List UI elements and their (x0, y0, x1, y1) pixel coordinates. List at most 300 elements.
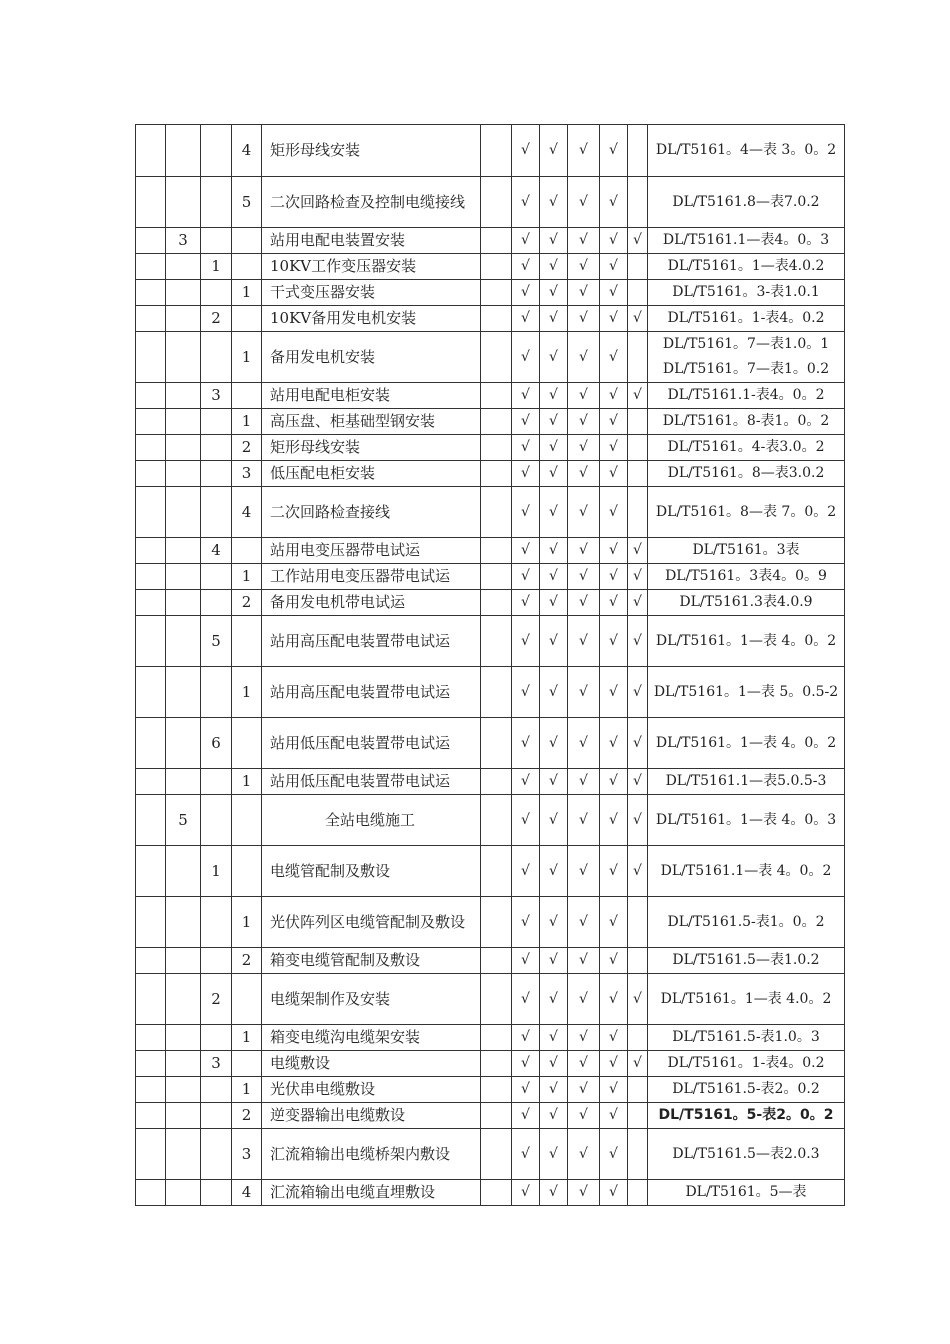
check-mark-cell: √ (600, 1103, 628, 1129)
level3-number: 1 (201, 846, 232, 897)
table-row (136, 280, 845, 306)
project-name-cell: 10KV备用发电机安装 (262, 306, 481, 332)
level1-number (136, 254, 166, 280)
check-mark-cell: √ (540, 1129, 568, 1180)
check-mark-cell: √ (628, 564, 648, 590)
table-body (136, 125, 845, 1206)
check-mark-cell (628, 1129, 648, 1180)
check-mark-cell: √ (568, 461, 600, 487)
project-name-cell: 站用电变压器带电试运 (262, 538, 481, 564)
check-mark-cell: √ (512, 897, 540, 948)
level3-number (201, 435, 232, 461)
standard-reference-cell: DL/T5161.3表4.0.9 (648, 590, 845, 616)
level2-number (166, 383, 201, 409)
level3-number: 2 (201, 306, 232, 332)
check-mark-cell: √ (628, 538, 648, 564)
check-mark-cell: √ (540, 125, 568, 177)
blank-cell (481, 177, 512, 228)
standard-reference-cell: DL/T5161.5-表2。0.2 (648, 1077, 845, 1103)
level3-number: 4 (201, 538, 232, 564)
level4-number: 1 (232, 667, 262, 718)
check-mark-cell (628, 897, 648, 948)
project-name-cell: 低压配电柜安装 (262, 461, 481, 487)
level4-number (232, 383, 262, 409)
level2-number (166, 718, 201, 769)
check-mark-cell: √ (568, 1180, 600, 1206)
level1-number (136, 177, 166, 228)
blank-cell (481, 1180, 512, 1206)
level3-number (201, 897, 232, 948)
level1-number (136, 1129, 166, 1180)
check-mark-cell: √ (512, 280, 540, 306)
table-row (136, 1025, 845, 1051)
level4-number: 5 (232, 177, 262, 228)
level3-number (201, 125, 232, 177)
blank-cell (481, 1103, 512, 1129)
check-mark-cell: √ (600, 948, 628, 974)
check-mark-cell: √ (568, 795, 600, 846)
level4-number: 1 (232, 564, 262, 590)
check-mark-cell: √ (568, 306, 600, 332)
table-row (136, 487, 845, 538)
check-mark-cell: √ (512, 332, 540, 383)
check-mark-cell: √ (600, 616, 628, 667)
table-row (136, 409, 845, 435)
check-mark-cell: √ (628, 667, 648, 718)
check-mark-cell: √ (568, 1077, 600, 1103)
check-mark-cell: √ (540, 897, 568, 948)
standard-reference-cell: DL/T5161.1-表4。0。2 (648, 383, 845, 409)
level3-number (201, 590, 232, 616)
level3-number: 6 (201, 718, 232, 769)
check-mark-cell: √ (568, 616, 600, 667)
check-mark-cell: √ (540, 616, 568, 667)
blank-cell (481, 667, 512, 718)
level3-number (201, 332, 232, 383)
table-row (136, 383, 845, 409)
level4-number (232, 616, 262, 667)
blank-cell (481, 280, 512, 306)
check-mark-cell: √ (568, 1025, 600, 1051)
check-mark-cell: √ (568, 974, 600, 1025)
level3-number (201, 769, 232, 795)
project-name-cell: 高压盘、柜基础型钢安装 (262, 409, 481, 435)
level1-number (136, 383, 166, 409)
check-mark-cell (628, 948, 648, 974)
check-mark-cell: √ (600, 974, 628, 1025)
table-row (136, 667, 845, 718)
level3-number (201, 948, 232, 974)
table-row (136, 125, 845, 177)
check-mark-cell: √ (540, 332, 568, 383)
project-name-cell: 工作站用电变压器带电试运 (262, 564, 481, 590)
check-mark-cell: √ (600, 1129, 628, 1180)
level3-number (201, 667, 232, 718)
check-mark-cell: √ (512, 383, 540, 409)
check-mark-cell: √ (568, 383, 600, 409)
check-mark-cell: √ (600, 125, 628, 177)
check-mark-cell: √ (568, 435, 600, 461)
standard-reference-cell: DL/T5161。1—表 5。0.5-2 (648, 667, 845, 718)
check-mark-cell: √ (540, 435, 568, 461)
check-mark-cell: √ (600, 769, 628, 795)
standard-reference-cell: DL/T5161.5-表1.0。3 (648, 1025, 845, 1051)
level1-number (136, 280, 166, 306)
check-mark-cell: √ (600, 383, 628, 409)
level2-number (166, 461, 201, 487)
level4-number (232, 846, 262, 897)
check-mark-cell: √ (512, 564, 540, 590)
check-mark-cell: √ (540, 590, 568, 616)
check-mark-cell: √ (628, 769, 648, 795)
check-mark-cell: √ (600, 846, 628, 897)
check-mark-cell: √ (512, 718, 540, 769)
level1-number (136, 846, 166, 897)
check-mark-cell: √ (600, 435, 628, 461)
blank-cell (481, 769, 512, 795)
table-row (136, 948, 845, 974)
check-mark-cell: √ (512, 177, 540, 228)
level2-number (166, 1051, 201, 1077)
project-name-cell: 站用高压配电装置带电试运 (262, 616, 481, 667)
table-row (136, 332, 845, 383)
level1-number (136, 718, 166, 769)
blank-cell (481, 1077, 512, 1103)
standard-reference-cell: DL/T5161。1—表 4.0。2 (648, 974, 845, 1025)
check-mark-cell: √ (628, 846, 648, 897)
level3-number (201, 1077, 232, 1103)
project-name-cell: 全站电缆施工 (262, 795, 481, 846)
table-row (136, 254, 845, 280)
check-mark-cell: √ (540, 177, 568, 228)
project-name-cell: 干式变压器安装 (262, 280, 481, 306)
level4-number: 2 (232, 948, 262, 974)
project-name-cell: 箱变电缆管配制及敷设 (262, 948, 481, 974)
level4-number: 3 (232, 1129, 262, 1180)
level4-number (232, 1051, 262, 1077)
check-mark-cell: √ (600, 487, 628, 538)
standard-reference-cell: DL/T5161.5—表1.0.2 (648, 948, 845, 974)
level2-number (166, 1025, 201, 1051)
level1-number (136, 228, 166, 254)
level3-number (201, 280, 232, 306)
check-mark-cell: √ (512, 795, 540, 846)
project-name-cell: 汇流箱输出电缆直埋敷设 (262, 1180, 481, 1206)
check-mark-cell (628, 1180, 648, 1206)
blank-cell (481, 846, 512, 897)
level3-number: 1 (201, 254, 232, 280)
check-mark-cell: √ (568, 769, 600, 795)
check-mark-cell: √ (512, 435, 540, 461)
check-mark-cell: √ (512, 1180, 540, 1206)
level2-number (166, 435, 201, 461)
blank-cell (481, 461, 512, 487)
level1-number (136, 332, 166, 383)
check-mark-cell: √ (568, 846, 600, 897)
check-mark-cell: √ (540, 948, 568, 974)
check-mark-cell: √ (512, 616, 540, 667)
standard-reference-cell: DL/T5161。4—表 3。0。2 (648, 125, 845, 177)
blank-cell (481, 228, 512, 254)
check-mark-cell (628, 332, 648, 383)
level1-number (136, 125, 166, 177)
standard-reference-cell: DL/T5161。3表4。0。9 (648, 564, 845, 590)
check-mark-cell: √ (512, 1025, 540, 1051)
level2-number: 5 (166, 795, 201, 846)
check-mark-cell: √ (600, 1051, 628, 1077)
check-mark-cell: √ (512, 590, 540, 616)
check-mark-cell: √ (568, 667, 600, 718)
check-mark-cell (628, 461, 648, 487)
standard-reference-cell: DL/T5161。5—表 (648, 1180, 845, 1206)
level2-number (166, 897, 201, 948)
level2-number (166, 1103, 201, 1129)
level4-number: 1 (232, 1077, 262, 1103)
project-name-cell: 二次回路检查接线 (262, 487, 481, 538)
check-mark-cell: √ (512, 667, 540, 718)
level1-number (136, 1051, 166, 1077)
check-mark-cell: √ (540, 383, 568, 409)
check-mark-cell: √ (628, 590, 648, 616)
check-mark-cell: √ (600, 718, 628, 769)
check-mark-cell: √ (600, 1025, 628, 1051)
blank-cell (481, 1051, 512, 1077)
standard-reference-cell: DL/T5161。3表 (648, 538, 845, 564)
project-name-cell: 电缆敷设 (262, 1051, 481, 1077)
project-name-cell: 二次回路检查及控制电缆接线 (262, 177, 481, 228)
level1-number (136, 616, 166, 667)
blank-cell (481, 590, 512, 616)
project-name-cell: 电缆架制作及安装 (262, 974, 481, 1025)
table-row (136, 1180, 845, 1206)
check-mark-cell: √ (540, 409, 568, 435)
check-mark-cell: √ (568, 897, 600, 948)
check-mark-cell: √ (540, 1025, 568, 1051)
level1-number (136, 974, 166, 1025)
table-row (136, 538, 845, 564)
check-mark-cell: √ (568, 590, 600, 616)
check-mark-cell: √ (512, 1103, 540, 1129)
level1-number (136, 409, 166, 435)
level3-number (201, 1129, 232, 1180)
check-mark-cell: √ (512, 1051, 540, 1077)
level3-number: 3 (201, 383, 232, 409)
check-mark-cell: √ (568, 1129, 600, 1180)
level2-number (166, 1077, 201, 1103)
blank-cell (481, 125, 512, 177)
table-row (136, 461, 845, 487)
project-name-cell: 站用电配电装置安装 (262, 228, 481, 254)
check-mark-cell: √ (600, 409, 628, 435)
level2-number (166, 409, 201, 435)
level4-number (232, 718, 262, 769)
level2-number (166, 590, 201, 616)
project-name-cell: 电缆管配制及敷设 (262, 846, 481, 897)
project-name-cell: 站用高压配电装置带电试运 (262, 667, 481, 718)
standard-reference-cell: DL/T5161。4-表3.0。2 (648, 435, 845, 461)
level4-number (232, 538, 262, 564)
project-name-cell: 汇流箱输出电缆桥架内敷设 (262, 1129, 481, 1180)
level3-number (201, 487, 232, 538)
level2-number (166, 1180, 201, 1206)
standard-reference-cell: DL/T5161。1—表 4。0。3 (648, 795, 845, 846)
standard-reference-cell: DL/T5161。1-表4。0.2 (648, 306, 845, 332)
check-mark-cell: √ (512, 306, 540, 332)
check-mark-cell (628, 409, 648, 435)
table-row (136, 718, 845, 769)
standard-reference-cell: DL/T5161.1—表4。0。3 (648, 228, 845, 254)
level2-number (166, 332, 201, 383)
blank-cell (481, 538, 512, 564)
level1-number (136, 795, 166, 846)
check-mark-cell: √ (512, 254, 540, 280)
check-mark-cell: √ (600, 254, 628, 280)
blank-cell (481, 564, 512, 590)
level3-number (201, 177, 232, 228)
table-row (136, 1129, 845, 1180)
level2-number (166, 974, 201, 1025)
level4-number: 1 (232, 769, 262, 795)
check-mark-cell: √ (540, 795, 568, 846)
check-mark-cell: √ (540, 280, 568, 306)
check-mark-cell: √ (540, 538, 568, 564)
standard-reference-cell: DL/T5161.5—表2.0.3 (648, 1129, 845, 1180)
project-name-cell: 矩形母线安装 (262, 435, 481, 461)
check-mark-cell: √ (512, 846, 540, 897)
table-row (136, 590, 845, 616)
check-mark-cell (628, 435, 648, 461)
level2-number (166, 667, 201, 718)
check-mark-cell (628, 487, 648, 538)
table-row (136, 306, 845, 332)
check-mark-cell: √ (628, 616, 648, 667)
check-mark-cell: √ (568, 125, 600, 177)
level1-number (136, 1025, 166, 1051)
check-mark-cell (628, 280, 648, 306)
project-name-cell: 备用发电机带电试运 (262, 590, 481, 616)
level2-number (166, 306, 201, 332)
project-name-cell: 光伏串电缆敷设 (262, 1077, 481, 1103)
level4-number: 4 (232, 125, 262, 177)
check-mark-cell: √ (568, 228, 600, 254)
check-mark-cell: √ (540, 564, 568, 590)
check-mark-cell: √ (568, 538, 600, 564)
standard-reference-cell: DL/T5161。8—表 7。0。2 (648, 487, 845, 538)
standard-reference-cell: DL/T5161.1—表5.0.5-3 (648, 769, 845, 795)
blank-cell (481, 409, 512, 435)
check-mark-cell: √ (512, 1129, 540, 1180)
level2-number: 3 (166, 228, 201, 254)
project-name-cell: 光伏阵列区电缆管配制及敷设 (262, 897, 481, 948)
table-row (136, 795, 845, 846)
level3-number (201, 461, 232, 487)
level2-number (166, 280, 201, 306)
check-mark-cell: √ (628, 228, 648, 254)
level3-number (201, 228, 232, 254)
level4-number (232, 228, 262, 254)
check-mark-cell: √ (568, 564, 600, 590)
check-mark-cell: √ (568, 177, 600, 228)
check-mark-cell: √ (600, 1077, 628, 1103)
standard-reference-cell: DL/T5161。1—表 4。0。2 (648, 718, 845, 769)
check-mark-cell: √ (540, 1077, 568, 1103)
check-mark-cell (628, 1103, 648, 1129)
blank-cell (481, 897, 512, 948)
level2-number (166, 1129, 201, 1180)
check-mark-cell: √ (540, 769, 568, 795)
check-mark-cell: √ (600, 332, 628, 383)
level3-number: 2 (201, 974, 232, 1025)
blank-cell (481, 974, 512, 1025)
project-name-cell: 10KV工作变压器安装 (262, 254, 481, 280)
check-mark-cell (628, 1025, 648, 1051)
check-mark-cell: √ (540, 846, 568, 897)
check-mark-cell: √ (512, 461, 540, 487)
blank-cell (481, 487, 512, 538)
standard-reference-cell: DL/T5161.1—表 4。0。2 (648, 846, 845, 897)
check-mark-cell: √ (600, 590, 628, 616)
check-mark-cell (628, 177, 648, 228)
check-mark-cell: √ (512, 228, 540, 254)
blank-cell (481, 616, 512, 667)
check-mark-cell: √ (628, 718, 648, 769)
check-mark-cell: √ (540, 974, 568, 1025)
check-mark-cell: √ (540, 461, 568, 487)
standard-reference-cell: DL/T5161.8—表7.0.2 (648, 177, 845, 228)
check-mark-cell: √ (568, 280, 600, 306)
level1-number (136, 769, 166, 795)
blank-cell (481, 795, 512, 846)
check-mark-cell: √ (628, 306, 648, 332)
check-mark-cell: √ (512, 538, 540, 564)
standard-reference-cell: DL/T5161。1—表 4。0。2 (648, 616, 845, 667)
check-mark-cell: √ (512, 974, 540, 1025)
level1-number (136, 1180, 166, 1206)
level4-number (232, 974, 262, 1025)
standard-reference-cell: DL/T5161。8-表1。0。2 (648, 409, 845, 435)
level4-number: 1 (232, 1025, 262, 1051)
check-mark-cell: √ (600, 177, 628, 228)
blank-cell (481, 1025, 512, 1051)
document-page (135, 124, 845, 1206)
level4-number: 2 (232, 590, 262, 616)
level4-number: 2 (232, 435, 262, 461)
check-mark-cell: √ (512, 1077, 540, 1103)
check-mark-cell: √ (512, 948, 540, 974)
level1-number (136, 435, 166, 461)
check-mark-cell (628, 125, 648, 177)
level2-number (166, 538, 201, 564)
check-mark-cell: √ (600, 564, 628, 590)
check-mark-cell: √ (540, 487, 568, 538)
check-mark-cell: √ (540, 1103, 568, 1129)
check-mark-cell: √ (568, 409, 600, 435)
level2-number (166, 487, 201, 538)
level1-number (136, 306, 166, 332)
check-mark-cell: √ (568, 332, 600, 383)
level4-number: 1 (232, 409, 262, 435)
check-mark-cell: √ (512, 487, 540, 538)
table-row (136, 177, 845, 228)
level2-number (166, 254, 201, 280)
blank-cell (481, 718, 512, 769)
check-mark-cell: √ (540, 228, 568, 254)
level4-number (232, 306, 262, 332)
check-mark-cell: √ (540, 1180, 568, 1206)
standard-reference-cell: DL/T5161。1—表4.0.2 (648, 254, 845, 280)
level2-number (166, 177, 201, 228)
check-mark-cell: √ (600, 306, 628, 332)
